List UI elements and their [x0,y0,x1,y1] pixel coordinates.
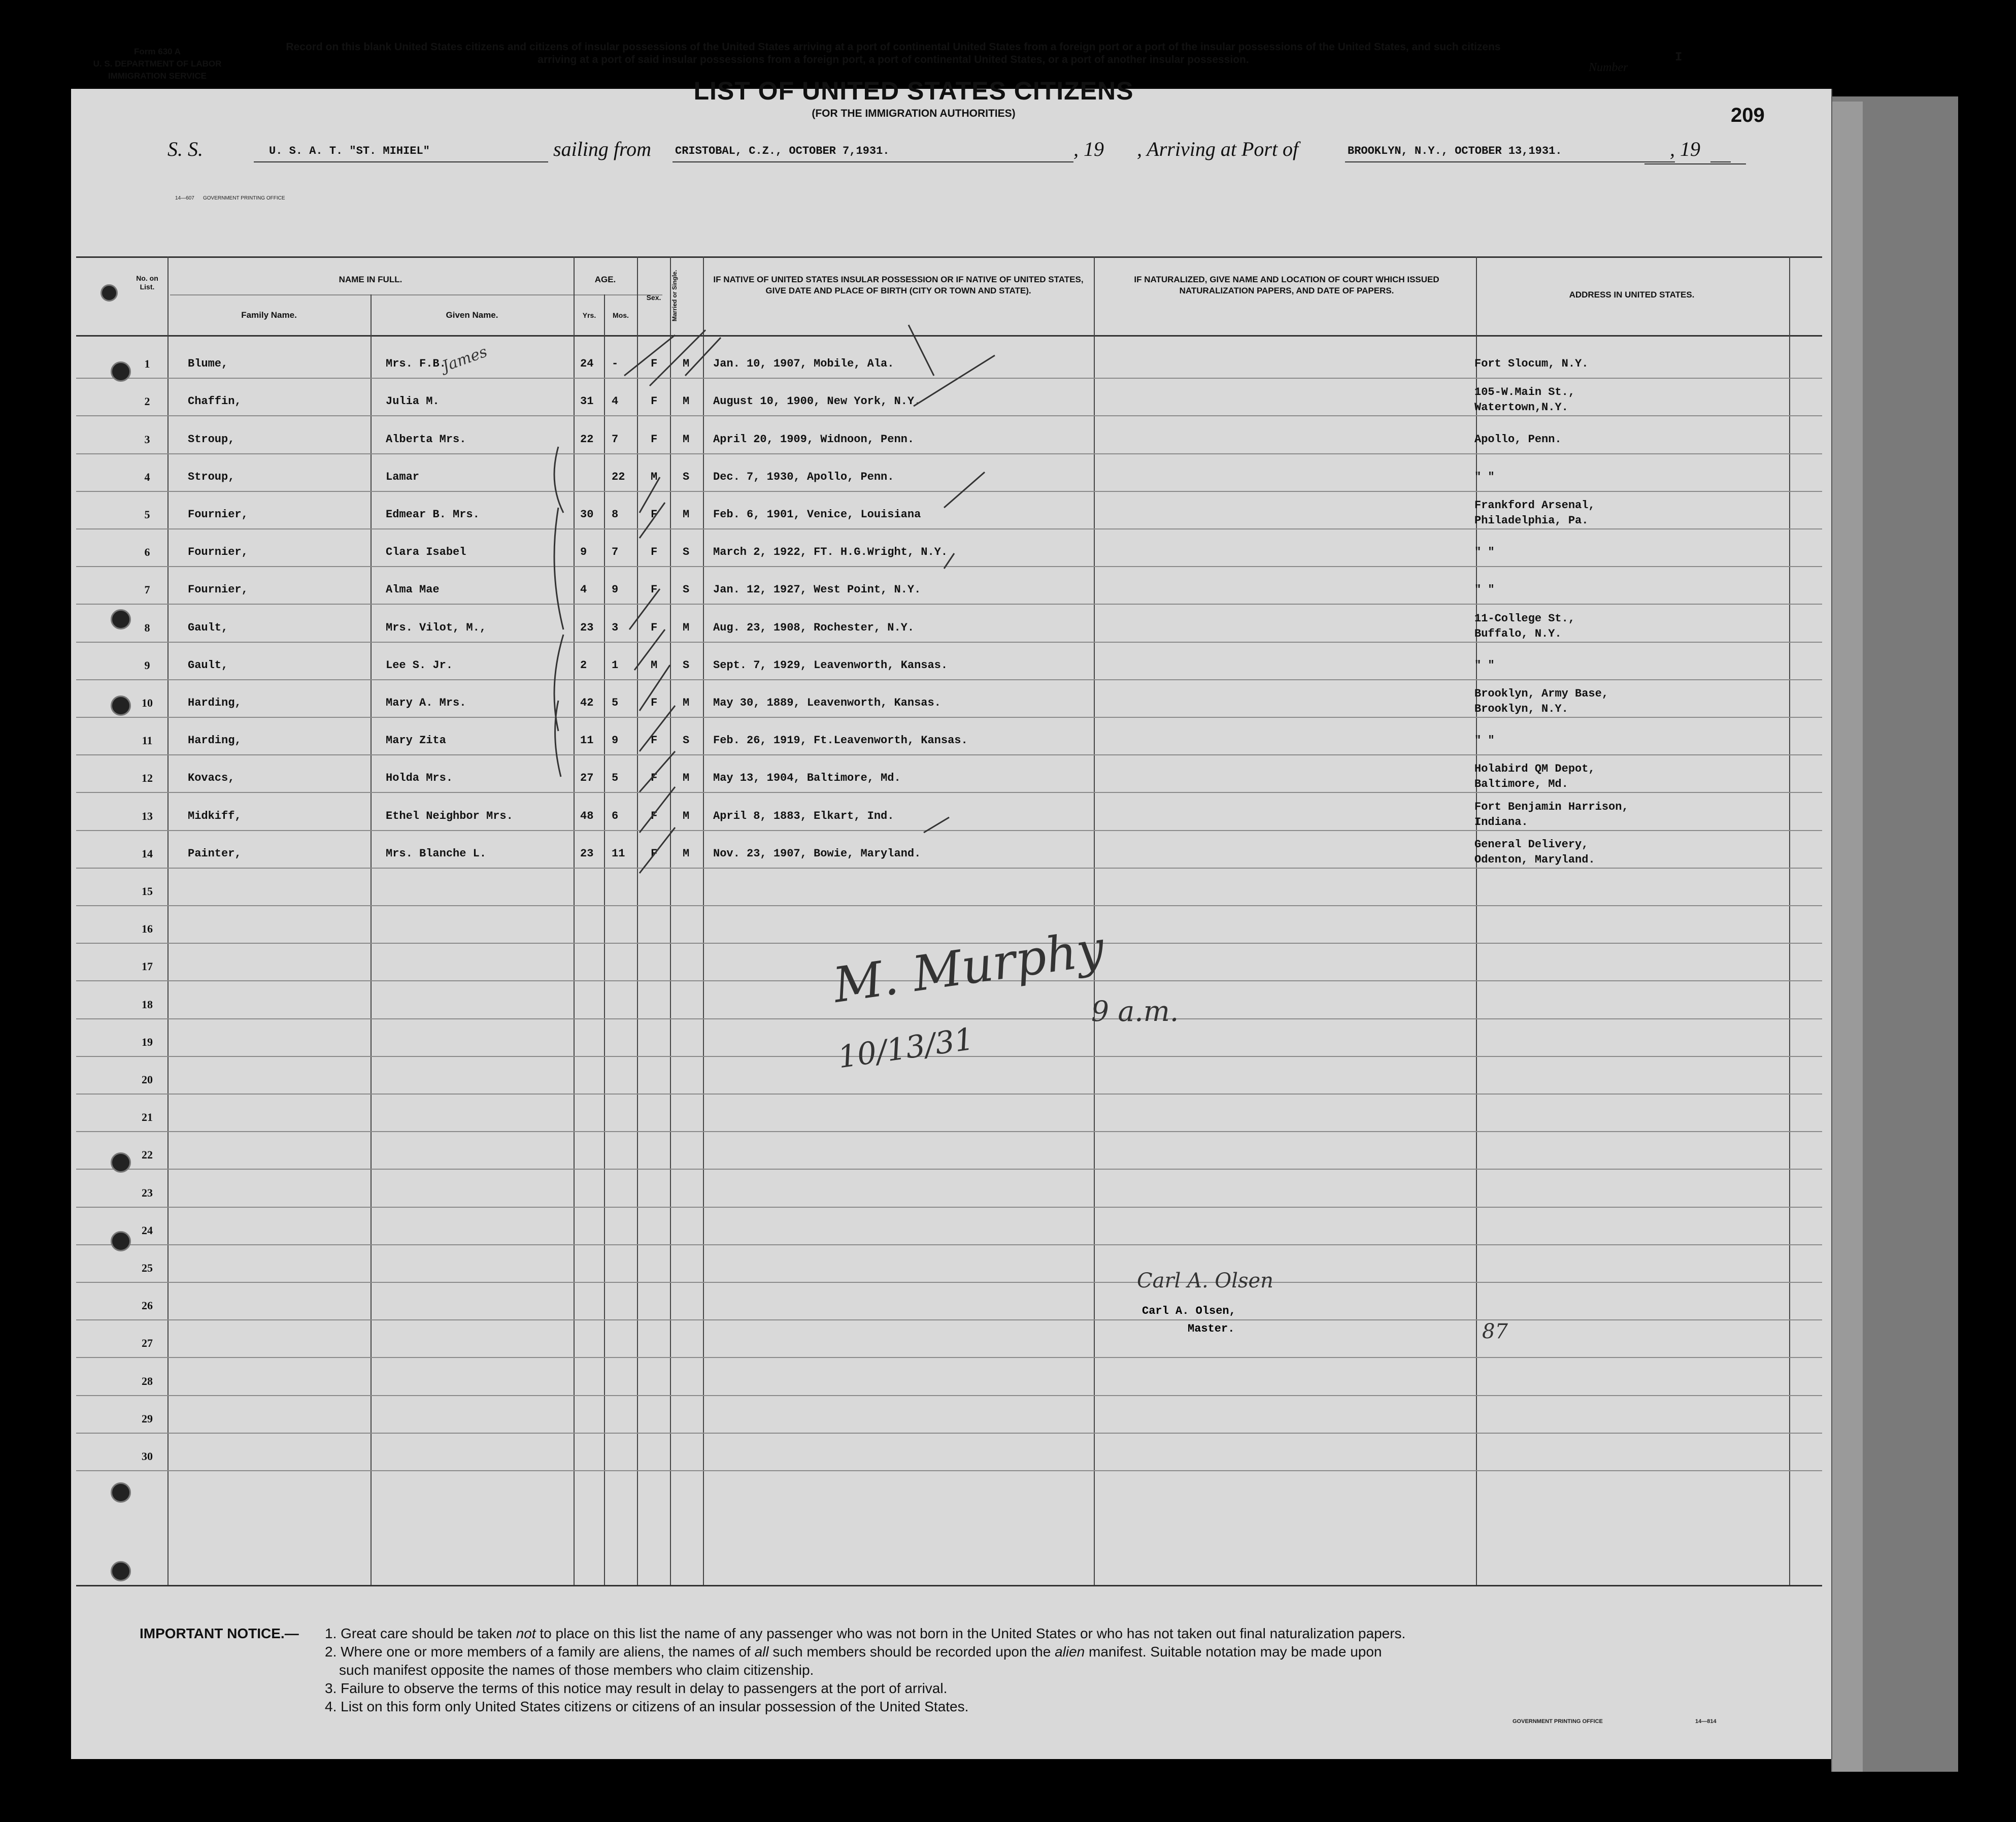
sex: F [651,772,658,785]
row-number: 24 [142,1223,153,1237]
sex: F [651,734,658,747]
given-name: Alma Mae [386,583,440,597]
arriving-port: BROOKLYN, N.Y., OCTOBER 13,1931. [1348,145,1562,157]
marital-status: M [683,772,690,785]
master-name: Carl A. Olsen, [1142,1305,1236,1317]
sex: F [651,583,658,597]
inspector-signature: M. Murphy [829,920,1108,1014]
row-number: 14 [142,847,153,860]
given-name: Mrs. Blanche L. [386,847,487,860]
notice-item-1: 1. Great care should be taken not to place on this list the name of any passenger who was not born in the United States or who has not taken out final naturalization papers. [325,1626,1406,1641]
footer-print-office: GOVERNMENT PRINTING OFFICE [1513,1718,1603,1725]
given-name: Lee S. Jr. [386,658,453,672]
address-line-1: " " [1474,583,1495,597]
age-months: 5 [612,697,619,709]
birth-date-place: Nov. 23, 1907, Bowie, Maryland. [713,847,921,860]
address-line-1: Fort Benjamin Harrison, [1474,800,1629,813]
given-name: Lamar [386,470,420,483]
check-mark [685,338,721,376]
family-name: Stroup, [188,433,235,446]
age-months: 6 [612,809,619,822]
age-years: 9 [580,546,587,559]
sex: F [651,357,658,371]
row-number: 21 [142,1111,153,1124]
family-name: Midkiff, [188,809,242,822]
marital-status: M [683,847,690,860]
brace-mark [554,447,563,513]
age-years: 42 [580,697,594,709]
address-line-1: " " [1474,546,1495,559]
row-number: 1 [144,357,150,371]
year-2: , 19 [1670,138,1700,160]
address-line-1: Frankford Arsenal, [1474,499,1595,512]
row-number: 16 [142,922,153,936]
marital-status: M [683,809,690,822]
marital-status: S [683,658,690,672]
notice-item-4: 4. List on this form only United States citizens or citizens of an insular possession of the United States. [325,1699,969,1714]
notice-heading: IMPORTANT NOTICE.— [140,1626,299,1641]
birth-date-place: May 30, 1889, Leavenworth, Kansas. [713,697,941,709]
col-head-yrs: Yrs. [582,311,596,319]
age-months: 9 [612,583,619,597]
col-head-married: Married or Single. [671,270,678,322]
row-number: 29 [142,1412,153,1425]
row-number: 7 [144,583,150,597]
age-years: 27 [580,772,594,785]
address-line-1: 11-College St., [1474,612,1575,625]
print-office: GOVERNMENT PRINTING OFFICE [203,195,285,201]
document-title: LIST OF UNITED STATES CITIZENS [693,77,1134,105]
address-line-1: Brooklyn, Army Base, [1474,687,1609,700]
row-number: 6 [144,546,150,559]
age-years: 23 [580,621,594,634]
row-number: 27 [142,1337,153,1350]
address-line-2: Baltimore, Md. [1474,778,1568,791]
row-number: 18 [142,998,153,1011]
row-number: 19 [142,1035,153,1048]
col-head-age: AGE. [594,275,616,284]
birth-date-place: April 8, 1883, Elkart, Ind. [713,809,894,822]
check-mark [640,477,660,513]
check-mark [640,665,670,711]
sex: F [651,621,658,634]
age-months: 4 [612,395,619,408]
family-name: Chaffin, [188,395,242,408]
marital-status: S [683,734,690,747]
family-name: Harding, [188,697,242,709]
number-label: Number [1589,61,1628,74]
check-mark [944,553,954,569]
birth-date-place: Jan. 12, 1927, West Point, N.Y. [713,583,921,597]
row-number: 3 [144,433,150,446]
address-line-1: " " [1474,734,1495,747]
given-name: Mrs. F.B. [386,357,446,371]
family-name: Stroup, [188,470,235,483]
age-months: 7 [612,546,619,559]
row-number: 17 [142,960,153,973]
given-name: Mary Zita [386,734,446,747]
address-line-2: Philadelphia, Pa. [1474,514,1589,527]
check-mark [650,330,705,386]
age-months: 7 [612,433,619,446]
family-name: Kovacs, [188,772,235,785]
given-name: Julia M. [386,395,440,408]
age-years: 23 [580,847,594,860]
row-number: 8 [144,621,150,634]
family-name: Painter, [188,847,242,860]
age-months: 22 [612,470,625,483]
family-name: Blume, [188,357,228,371]
birth-date-place: Sept. 7, 1929, Leavenworth, Kansas. [713,658,948,672]
sex: F [651,697,658,709]
row-number: 9 [144,658,150,672]
age-years: 24 [580,357,594,371]
marital-status: M [683,621,690,634]
number-value: I [1675,51,1683,64]
family-name: Fournier, [188,508,248,521]
address-line-2: Indiana. [1474,815,1528,829]
age-years: 31 [580,395,594,408]
notice-item-2: 2. Where one or more members of a family are aliens, the names of all such members should be recorded upon the alien manifest. Suitable notation may be made upon [325,1644,1382,1660]
age-months: - [612,357,619,371]
marital-status: M [683,508,690,521]
given-name: Alberta Mrs. [386,433,466,446]
department: U. S. DEPARTMENT OF LABOR [93,59,222,69]
birth-date-place: Feb. 6, 1901, Venice, Louisiana [713,508,921,521]
print-code: 14—607 [175,195,194,201]
age-years: 11 [580,734,594,747]
row-number: 5 [144,508,150,521]
handwritten-date: 10/13/31 [835,1021,977,1076]
check-mark [944,472,985,508]
col-head-mos: Mos. [613,311,629,319]
row-number: 12 [142,772,153,785]
check-mark [629,589,660,630]
row-number: 2 [144,395,150,408]
marital-status: S [683,583,690,597]
address-line-2: Buffalo, N.Y. [1474,627,1562,640]
address-line-1: Fort Slocum, N.Y. [1474,357,1589,371]
row-number: 26 [142,1299,153,1312]
marital-status: M [683,433,690,446]
family-name: Harding, [188,734,242,747]
age-months: 5 [612,772,619,785]
sex: F [651,433,658,446]
row-number: 13 [142,809,153,822]
check-mark [909,325,934,376]
check-mark [640,827,675,873]
sex: F [651,847,658,860]
sex: F [651,508,658,521]
address-line-2: Brooklyn, N.Y. [1474,703,1568,715]
year-1: , 19 [1073,138,1104,160]
given-name: Mrs. Vilot, M., [386,621,487,634]
col-head-family: Family Name. [241,310,297,320]
age-months: 3 [612,621,619,634]
check-mark [640,751,675,792]
address-line-2: Odenton, Maryland. [1474,853,1595,866]
birth-date-place: March 2, 1922, FT. H.G.Wright, N.Y. [713,546,948,559]
row-number: 28 [142,1374,153,1387]
col-head-name: NAME IN FULL. [339,275,402,284]
family-name: Fournier, [188,583,248,597]
record-instructions: Record on this blank United States citizens and citizens of insular possessions of the United States arriving at a port of continental United States from a foreign port or a port of the insular possessions of the United States, and such citizens arriving at a port of said insular possessions from a foreign port, a port of continental United States, or a port of another insular possession. [286,41,1501,65]
check-mark [624,335,675,376]
col-head-birth: IF NATIVE OF UNITED STATES INSULAR POSSESSION OR IF NATIVE OF UNITED STATES, GIVE DATE AND PLACE OF BIRTH (CITY OR TOWN AND STATE). [713,275,1084,295]
birth-date-place: Aug. 23, 1908, Rochester, N.Y. [713,621,915,634]
family-name: Fournier, [188,546,248,559]
row-number: 20 [142,1073,153,1086]
check-mark [914,355,995,406]
row-number: 10 [142,697,153,709]
given-name: Ethel Neighbor Mrs. [386,809,513,822]
address-line-1: " " [1474,470,1495,483]
address-line-1: Apollo, Penn. [1474,433,1562,446]
given-name: Edmear B. Mrs. [386,508,480,521]
page-number: 209 [1731,104,1765,126]
ship-name: U. S. A. T. "ST. MIHIEL" [269,145,430,157]
row-number: 25 [142,1262,153,1274]
age-years: 2 [580,658,587,672]
family-name: Gault, [188,658,228,672]
given-name: Holda Mrs. [386,772,453,785]
row-number: 15 [142,885,153,898]
birth-date-place: Jan. 10, 1907, Mobile, Ala. [713,357,894,371]
sailing-from: CRISTOBAL, C.Z., OCTOBER 7,1931. [675,145,890,157]
handwritten-given-name: James [440,343,490,376]
margin-number: 87 [1482,1320,1508,1343]
check-mark [640,706,675,751]
sex: F [651,809,658,822]
age-months: 1 [612,658,619,672]
sailing-label: sailing from [553,138,651,160]
age-years: 30 [580,508,594,521]
brace-mark [555,701,561,777]
col-head-given: Given Name. [446,310,498,320]
service: IMMIGRATION SERVICE [108,71,207,81]
ss-label: S. S. [167,138,203,160]
master-signature: Carl A. Olsen [1137,1269,1273,1293]
footer-code: 14—814 [1695,1718,1717,1725]
sex: F [651,546,658,559]
marital-status: M [683,697,690,709]
col-head-sex: Sex. [646,293,661,302]
row-number: 30 [142,1450,153,1463]
birth-date-place: Feb. 26, 1919, Ft.Leavenworth, Kansas. [713,734,968,747]
address-line-1: Holabird QM Depot, [1474,763,1595,776]
birth-date-place: May 13, 1904, Baltimore, Md. [713,772,901,785]
document-subtitle: (FOR THE IMMIGRATION AUTHORITIES) [812,108,1016,119]
sex: M [651,470,658,483]
col-head-no: No. on List. [136,274,158,291]
check-mark [924,817,949,833]
col-head-address: ADDRESS IN UNITED STATES. [1569,290,1695,300]
important-notice [140,1625,1764,1716]
handwritten-time: 9 a.m. [1091,995,1179,1028]
row-number: 22 [142,1148,153,1162]
address-line-2: Watertown,N.Y. [1474,401,1568,414]
marital-status: S [683,546,690,559]
age-months: 8 [612,508,619,521]
age-years: 48 [580,809,594,822]
family-name: Gault, [188,621,228,634]
birth-date-place: April 20, 1909, Widnoon, Penn. [713,433,915,446]
address-line-1: General Delivery, [1474,838,1589,851]
notice-item-2-cont: such manifest opposite the names of those members who claim citizenship. [339,1662,814,1678]
col-head-naturalized: IF NATURALIZED, GIVE NAME AND LOCATION OF COURT WHICH ISSUED NATURALIZATION PAPERS, AND DATE OF PAPERS. [1134,275,1439,295]
row-number: 11 [142,734,153,747]
given-name: Mary A. Mrs. [386,697,466,709]
age-months: 11 [612,847,625,860]
age-months: 9 [612,734,619,747]
sex: M [651,658,658,672]
master-title: Master. [1188,1322,1235,1335]
form-number: Form 630 A [134,47,181,56]
sex: F [651,395,658,408]
marital-status: M [683,357,690,371]
marital-status: M [683,395,690,408]
address-line-1: " " [1474,658,1495,672]
given-name: Clara Isabel [386,546,466,559]
age-years: 4 [580,583,587,597]
check-mark [634,630,665,670]
check-mark [640,787,675,833]
age-years: 22 [580,433,594,446]
arriving-label: , Arriving at Port of [1137,138,1299,160]
row-number: 23 [142,1186,153,1199]
brace-mark [554,508,563,630]
marital-status: S [683,470,690,483]
row-number: 4 [144,470,150,483]
birth-date-place: August 10, 1900, New York, N.Y. [713,395,921,408]
notice-item-3: 3. Failure to observe the terms of this notice may result in delay to passengers at the port of arrival. [325,1680,948,1696]
check-mark [640,503,665,538]
birth-date-place: Dec. 7, 1930, Apollo, Penn. [713,470,894,483]
address-line-1: 105-W.Main St., [1474,386,1575,399]
